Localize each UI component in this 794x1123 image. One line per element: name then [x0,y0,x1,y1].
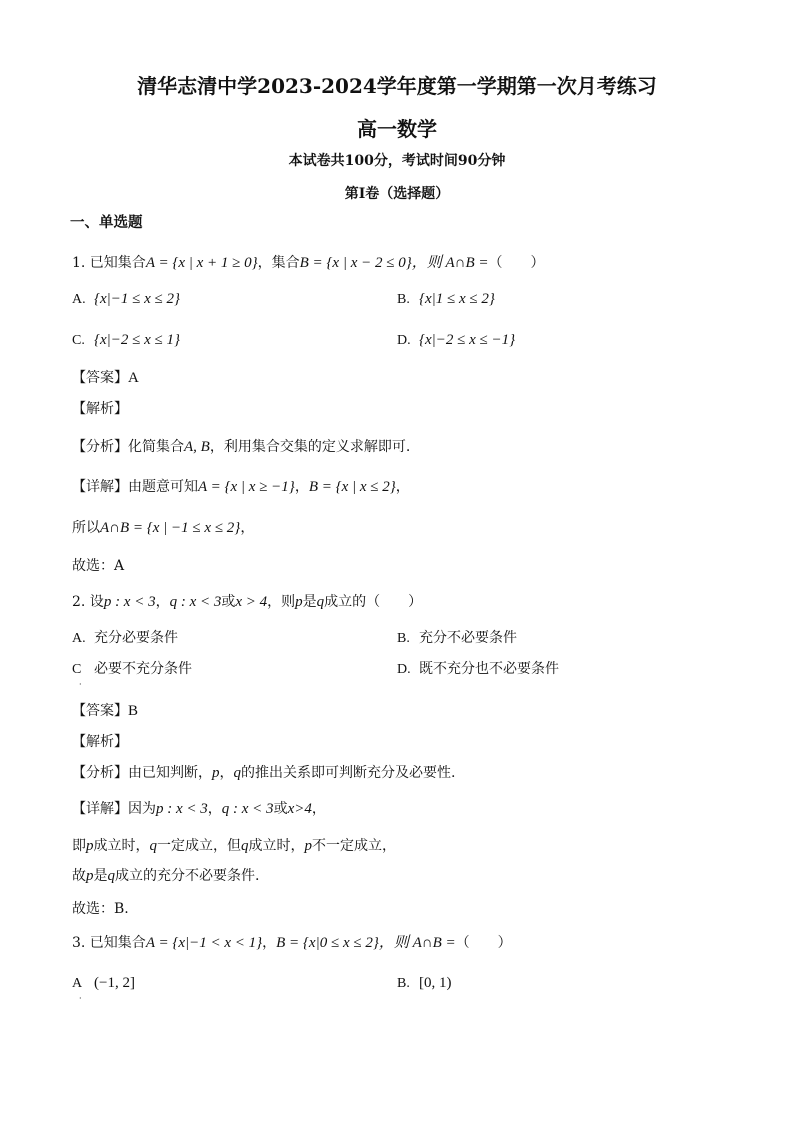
q2-option-b-label: B. [397,631,410,646]
q1-so-pre: 所以 [72,520,100,536]
q2-l2-pre: 故 [72,868,86,884]
q2-q-def2: x > 4 [235,594,268,610]
q2-fenxi-sep: ， [219,765,234,781]
q2-fenxi [72,763,455,783]
q3-prefix: 3. 已知集合 [72,935,146,951]
q2-p-def: p : x < 3 [103,594,156,610]
q1-detail-pre: 由题意可知 [128,479,198,495]
q2-line1 [72,836,396,856]
q2-is: 是 [302,594,317,610]
q2-l1-b: 一定成立，但 [157,838,241,854]
q2-fenxi-post: 的推出关系即可判断充分及必要性. [241,765,456,781]
q2-l1-a: 成立时， [93,838,150,854]
q3-ask: ，则 A∩B = [378,935,456,951]
q2-option-d-label: D. [397,662,411,677]
q1-mid: ，集合 [257,255,300,271]
q2-fenxi-pre: 由已知判断， [128,765,212,781]
q1-fenxi [72,437,410,457]
q2-l1-d: 不一定成立， [312,838,396,854]
q1-detail-end: ， [395,479,410,495]
q2-sep1: ， [155,594,170,610]
q1-set-b: B = {x | x − 2 ≤ 0} [299,255,412,271]
q2-option-d-text: 既不充分也不必要条件 [419,661,559,677]
q2-l2-q: q [107,868,115,884]
q1-detail-a: A = {x | x ≥ −1} [198,479,295,495]
q1-option-c-label: C. [72,333,85,348]
q1-option-b-label: B. [397,292,410,307]
q2-q: q [316,594,325,610]
q1-choose: 故选：A [72,558,125,574]
q1-so-end: ， [240,520,255,536]
q2-detail-p: p : x < 3 [156,801,208,817]
q1-ask: ，则 A∩B = [411,255,489,271]
q3-option-b [397,973,452,994]
q1-prefix: 1. 已知集合 [72,255,146,271]
q2-l1-pre: 即 [72,838,86,854]
q2-option-c-text: 必要不充分条件 [94,661,192,677]
q3-option-b-text: [0, 1) [419,975,452,991]
q2-fenxi-tag: 【分析】 [72,765,128,781]
q1-option-a [72,289,180,310]
q2-fenxi-q: q [233,765,241,781]
q1-answer-tag: 【答案】 [72,370,128,386]
q1-option-b-text: {x|1 ≤ x ≤ 2} [419,291,495,307]
q1-stem [72,253,544,273]
exam-subject: 高一数学 [357,117,437,141]
q1-fenxi-post: ，利用集合交集的定义求解即可. [209,439,411,455]
q1-option-c [72,330,180,351]
q2-fenxi-p: p [212,765,220,781]
q3-set-a: A = {x|−1 < x < 1} [145,935,263,951]
q1-fenxi-pre: 化简集合 [128,439,184,455]
stray-dot: · [79,680,82,689]
q1-detail-tag: 【详解】 [72,479,128,495]
q2-option-a-label: A. [72,631,86,646]
q3-option-b-label: B. [397,976,410,991]
q2-detail-end: ， [311,801,326,817]
q2-l1-p: p [86,838,94,854]
q2-q-def: q : x < 3 [169,594,222,610]
q1-fenxi-math: A, B [184,439,210,455]
q2-detail-pre: 因为 [128,801,156,817]
q2-option-c [72,659,192,680]
q2-detail-q: q : x < 3 [221,801,274,817]
q3-option-a-text: (−1, 2] [94,975,135,991]
q3-paren: （ ） [455,935,512,951]
q2-or: 或 [221,594,236,610]
q2-detail-or: 或 [273,801,288,817]
section-heading: 一、单选题 [70,214,143,231]
q2-l2-p: p [86,868,94,884]
q1-analysis-tag: 【解析】 [72,401,128,417]
q2-stem [72,592,422,612]
q2-p: p [295,594,303,610]
q3-stem [72,933,512,953]
q1-detail [72,477,410,497]
q2-line2 [72,866,259,886]
q1-detail-b: B = {x | x ≤ 2} [308,479,396,495]
q1-option-a-text: {x|−1 ≤ x ≤ 2} [94,291,181,307]
q2-choose: 故选：B. [72,901,129,917]
q2-detail [72,799,326,819]
q3-sep: ， [262,935,277,951]
q2-option-b-text: 充分不必要条件 [419,630,517,646]
q2-l1-c: 成立时， [248,838,305,854]
q2-l1-q: q [149,838,157,854]
q2-option-d [397,659,559,680]
q1-answer-value: A [128,370,139,386]
q1-answer [72,368,139,388]
q1-option-b [397,289,495,310]
exam-part: 第I卷（选择题） [344,186,450,202]
exam-title: 清华志清中学2023-2024学年度第一学期第一次月考练习 [137,74,657,98]
q2-prefix: 2. 设 [72,594,104,610]
q1-so-math: A∩B = {x | −1 ≤ x ≤ 2} [100,520,241,536]
q1-paren: （ ） [488,255,545,271]
q2-detail-q2: x>4 [287,801,312,817]
q1-option-c-text: {x|−2 ≤ x ≤ 1} [94,332,181,348]
q3-option-a-label: A [72,976,83,991]
q3-option-a [72,973,135,994]
q2-detail-tag: 【详解】 [72,801,128,817]
q1-so [72,518,254,538]
q2-l2-a: 是 [93,868,108,884]
q2-option-b [397,628,517,649]
stray-dot-2: · [79,994,82,1003]
q2-answer-tag: 【答案】 [72,703,128,719]
q2-ask-post: 成立的（ ） [324,594,423,610]
q1-option-d-label: D. [397,333,411,348]
q2-option-a-text: 充分必要条件 [94,630,178,646]
exam-info: 本试卷共100分，考试时间90分钟 [288,153,506,169]
q1-fenxi-tag: 【分析】 [72,439,128,455]
q2-l1-p2: p [304,838,312,854]
q2-answer-value: B [128,703,139,719]
q2-detail-sep: ， [207,801,222,817]
q2-option-c-label: C [72,662,82,677]
q1-set-a: A = {x | x + 1 ≥ 0} [145,255,258,271]
q2-analysis-tag: 【解析】 [72,734,128,750]
q1-option-d-text: {x|−2 ≤ x ≤ −1} [419,332,516,348]
q2-l2-b: 成立的充分不必要条件. [115,868,260,884]
q1-option-a-label: A. [72,292,86,307]
q3-set-b: B = {x|0 ≤ x ≤ 2} [276,935,379,951]
q2-ask-pre: ，则 [267,594,296,610]
q1-detail-sep: ， [294,479,309,495]
q2-l1-q2: q [241,838,249,854]
q2-option-a [72,628,178,649]
q2-answer [72,701,138,721]
q1-option-d [397,330,515,351]
